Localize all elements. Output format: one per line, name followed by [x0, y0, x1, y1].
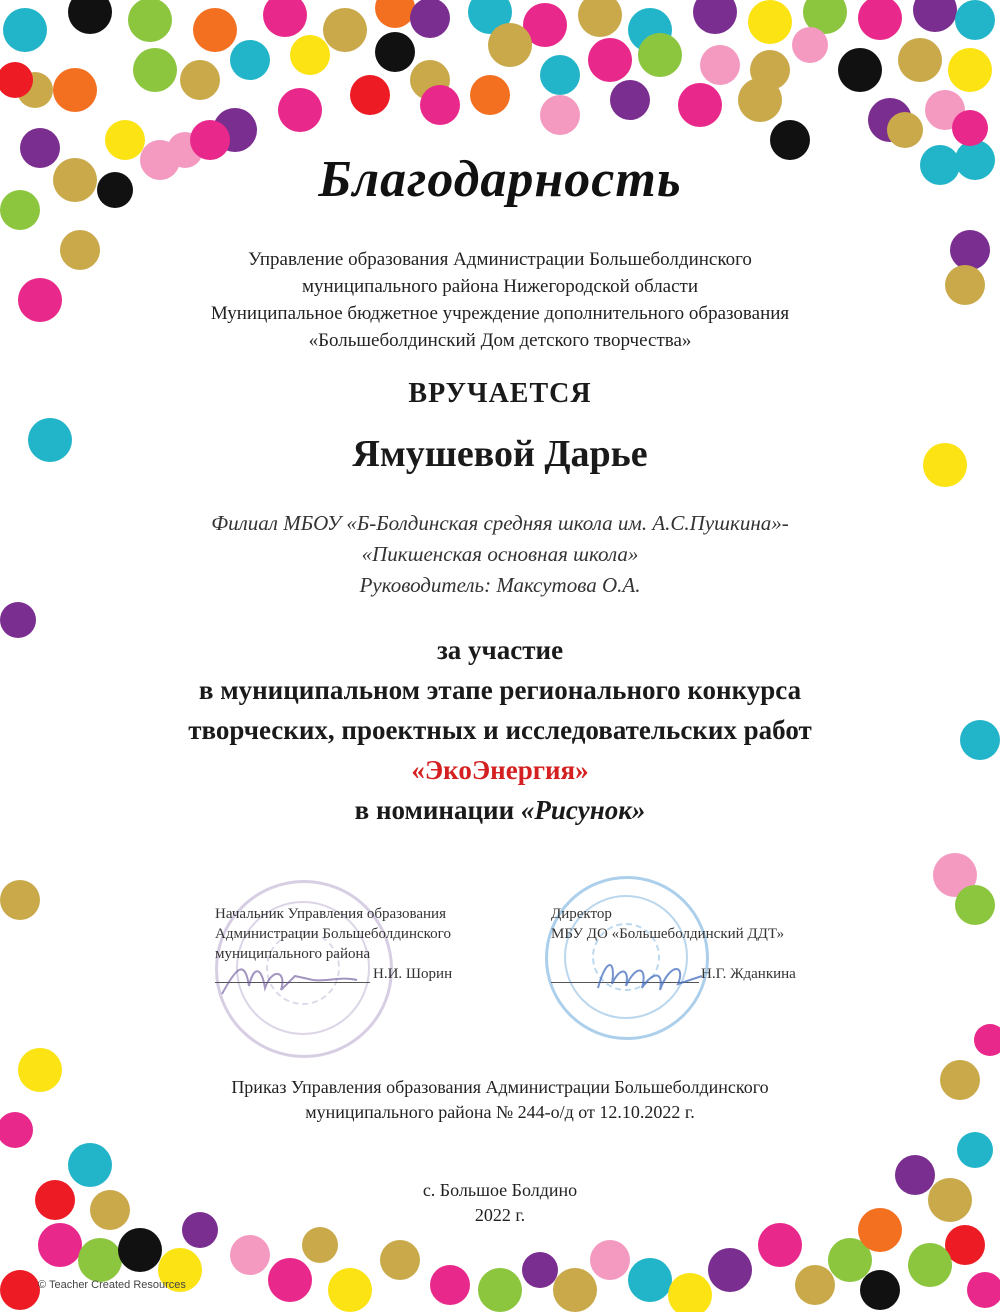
confetti-dot — [470, 75, 510, 115]
confetti-dot — [955, 0, 995, 40]
confetti-dot — [708, 1248, 752, 1292]
confetti-dot — [478, 1268, 522, 1312]
nomination-name: «Рисунок» — [520, 795, 646, 825]
confetti-dot — [540, 55, 580, 95]
confetti-dot — [668, 1273, 712, 1312]
contest-name: «ЭкоЭнергия» — [411, 755, 589, 785]
position-line: МБУ ДО «Большеболдинский ДДТ» — [551, 926, 785, 942]
reason-line: за участие — [436, 635, 564, 665]
confetti-dot — [410, 0, 450, 38]
right-signer-name: Н.Г. Жданкина — [701, 966, 796, 982]
year: 2022 г. — [474, 1205, 526, 1225]
order-line: муниципального района № 244-о/д от 12.10.2022 г. — [305, 1102, 695, 1122]
confetti-dot — [290, 35, 330, 75]
confetti-dot — [118, 1228, 162, 1272]
confetti-dot — [0, 1270, 40, 1310]
confetti-dot — [193, 8, 237, 52]
confetti-dot — [133, 48, 177, 92]
organization-line: Муниципальное бюджетное учреждение дополнительного образования — [210, 303, 790, 324]
confetti-dot — [323, 8, 367, 52]
copyright-text: © Teacher Created Resources — [38, 1279, 186, 1291]
confetti-dot — [380, 1240, 420, 1280]
awarded-label: ВРУЧАЕТСЯ — [408, 378, 592, 409]
confetti-dot — [792, 27, 828, 63]
confetti-dot — [957, 1132, 993, 1168]
reason-line: творческих, проектных и исследовательских работ — [188, 715, 812, 745]
confetti-dot — [952, 110, 988, 146]
confetti-dot — [430, 1265, 470, 1305]
confetti-dot — [887, 112, 923, 148]
right-signature — [590, 948, 710, 1004]
reason-line: в муниципальном этапе регионального конкурса — [198, 675, 802, 705]
nomination-prefix: в номинации — [354, 795, 521, 825]
confetti-dot — [3, 8, 47, 52]
confetti-dot — [420, 85, 460, 125]
confetti-dot — [588, 38, 632, 82]
organization-line: муниципального района Нижегородской области — [301, 276, 699, 297]
confetti-dot — [328, 1268, 372, 1312]
confetti-dot — [302, 1227, 338, 1263]
issuing-organization — [0, 246, 1000, 354]
school-info — [0, 508, 1000, 601]
confetti-dot — [590, 1240, 630, 1280]
confetti-dot — [68, 0, 112, 34]
confetti-dot — [375, 0, 415, 28]
position-line: муниципального района — [215, 946, 371, 962]
place: с. Большое Болдино — [422, 1180, 578, 1200]
confetti-dot — [638, 33, 682, 77]
confetti-dot — [78, 1238, 122, 1282]
school-supervisor: Руководитель: Максутова О.А. — [359, 573, 641, 597]
organization-line: «Большеболдинский Дом детского творчества» — [308, 330, 692, 351]
confetti-dot — [628, 1258, 672, 1302]
confetti-dot — [553, 1268, 597, 1312]
confetti-dot — [540, 95, 580, 135]
certificate-title: Благодарность — [318, 151, 682, 208]
confetti-dot — [522, 1252, 558, 1288]
place-and-year — [0, 1178, 1000, 1228]
position-line: Начальник Управления образования — [215, 906, 446, 922]
order-reference — [0, 1075, 1000, 1125]
confetti-dot — [128, 0, 172, 42]
confetti-dot — [38, 1223, 82, 1267]
signature-block — [205, 868, 840, 1058]
confetti-dot — [263, 0, 307, 37]
confetti-dot — [948, 48, 992, 92]
organization-line: Управление образования Администрации Большеболдинского — [248, 249, 752, 270]
confetti-dot — [700, 45, 740, 85]
confetti-dot — [268, 1258, 312, 1302]
position-line: Администрации Большеболдинского — [215, 926, 451, 942]
confetti-dot — [488, 23, 532, 67]
confetti-dot — [375, 32, 415, 72]
confetti-dot — [974, 1024, 1000, 1056]
confetti-dot — [967, 1272, 1000, 1308]
position-line: Директор — [551, 906, 612, 922]
confetti-dot — [898, 38, 942, 82]
school-line: «Пикшенская основная школа» — [361, 542, 639, 566]
confetti-dot — [610, 80, 650, 120]
confetti-dot — [748, 0, 792, 44]
confetti-dot — [53, 68, 97, 112]
confetti-dot — [758, 1223, 802, 1267]
order-line: Приказ Управления образования Администрации Большеболдинского — [231, 1077, 769, 1097]
confetti-dot — [693, 0, 737, 34]
confetti-dot — [795, 1265, 835, 1305]
confetti-dot — [858, 0, 902, 40]
recipient-name: Ямушевой Дарье — [352, 433, 648, 475]
left-signature — [217, 946, 377, 1006]
confetti-dot — [350, 75, 390, 115]
confetti-dot — [278, 88, 322, 132]
confetti-dot — [908, 1243, 952, 1287]
confetti-dot — [230, 40, 270, 80]
confetti-dot — [0, 880, 40, 920]
confetti-dot — [578, 0, 622, 37]
confetti-dot — [180, 60, 220, 100]
left-signer-name: Н.И. Шорин — [373, 966, 453, 982]
award-reason — [0, 630, 1000, 830]
school-line: Филиал МБОУ «Б-Болдинская средняя школа им. А.С.Пушкина»- — [211, 511, 789, 535]
confetti-dot — [738, 78, 782, 122]
confetti-dot — [913, 0, 957, 32]
right-signer-position — [551, 904, 784, 944]
confetti-dot — [678, 83, 722, 127]
confetti-dot — [860, 1270, 900, 1310]
confetti-dot — [230, 1235, 270, 1275]
confetti-dot — [955, 885, 995, 925]
confetti-dot — [838, 48, 882, 92]
nomination-line — [0, 790, 1000, 830]
